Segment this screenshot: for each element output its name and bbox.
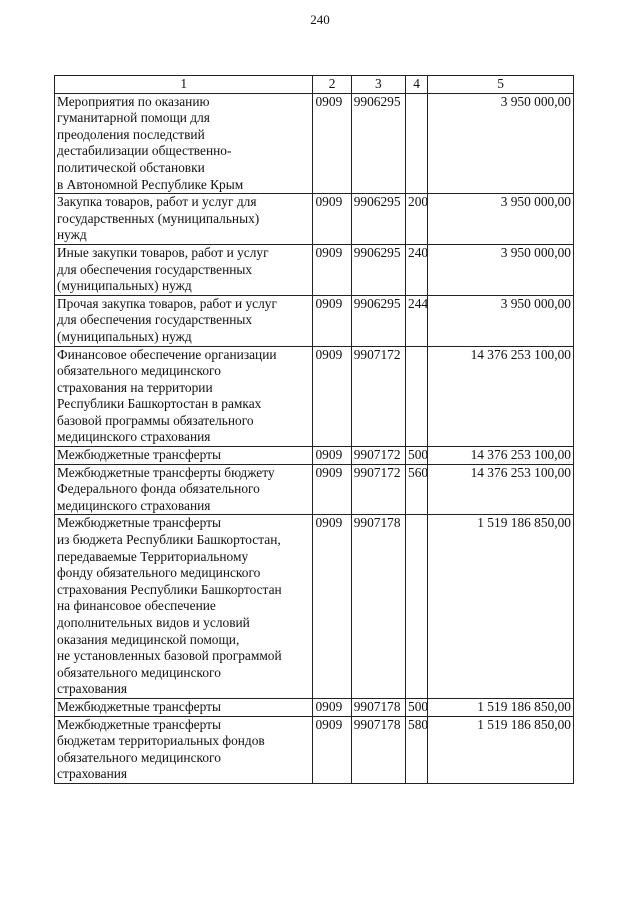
row-amount-cell: 1 519 186 850,00 — [428, 716, 574, 783]
row-name-cell: Межбюджетные трансферты из бюджета Республики Башкортостан, передаваемые Территориальному фонду обязательного медицинского страхования Республики Башкортостан на финансовое обеспечение дополнительных видов и условий оказания медицинской помощи, не установленных базовой программой обязательного медицинского страхования — [55, 515, 313, 699]
row-target-cell: 9907172 — [351, 447, 405, 465]
column-header-1: 1 — [55, 76, 313, 94]
row-section-cell: 0909 — [313, 93, 351, 194]
row-amount-cell: 3 950 000,00 — [428, 244, 574, 295]
row-expense-type-cell: 560 — [406, 464, 428, 515]
table-row — [55, 716, 574, 783]
row-amount-cell: 3 950 000,00 — [428, 295, 574, 346]
row-expense-type-cell — [406, 346, 428, 447]
column-header-4: 4 — [406, 76, 428, 94]
row-amount-cell: 3 950 000,00 — [428, 194, 574, 245]
column-header-2: 2 — [313, 76, 351, 94]
row-section-cell: 0909 — [313, 194, 351, 245]
row-name-cell: Закупка товаров, работ и услуг для государственных (муниципальных) нужд — [55, 194, 313, 245]
row-amount-cell: 3 950 000,00 — [428, 93, 574, 194]
row-target-cell: 9907178 — [351, 698, 405, 716]
table-row — [55, 244, 574, 295]
table-row — [55, 194, 574, 245]
budget-table-body — [55, 76, 574, 784]
row-expense-type-cell: 500 — [406, 698, 428, 716]
row-name-cell: Финансовое обеспечение организации обязательного медицинского страхования на территории Республики Башкортостан в рамках базовой программы обязательного медицинского страхования — [55, 346, 313, 447]
table-row — [55, 93, 574, 194]
column-header-3: 3 — [351, 76, 405, 94]
row-name-cell: Мероприятия по оказанию гуманитарной помощи для преодоления последствий дестабилизации общественно- политической обстановки в Автономной Республике Крым — [55, 93, 313, 194]
row-section-cell: 0909 — [313, 464, 351, 515]
row-section-cell: 0909 — [313, 295, 351, 346]
row-target-cell: 9907178 — [351, 515, 405, 699]
row-section-cell: 0909 — [313, 716, 351, 783]
row-section-cell: 0909 — [313, 447, 351, 465]
table-row — [55, 447, 574, 465]
row-name-cell: Прочая закупка товаров, работ и услуг для обеспечения государственных (муниципальных) нужд — [55, 295, 313, 346]
row-expense-type-cell — [406, 93, 428, 194]
table-row — [55, 698, 574, 716]
row-target-cell: 9907178 — [351, 716, 405, 783]
row-section-cell: 0909 — [313, 515, 351, 699]
row-target-cell: 9907172 — [351, 346, 405, 447]
row-name-cell: Межбюджетные трансферты бюджету Федерального фонда обязательного медицинского страхования — [55, 464, 313, 515]
row-name-cell: Иные закупки товаров, работ и услуг для обеспечения государственных (муниципальных) нужд — [55, 244, 313, 295]
row-expense-type-cell: 240 — [406, 244, 428, 295]
row-target-cell: 9907172 — [351, 464, 405, 515]
row-target-cell: 9906295 — [351, 295, 405, 346]
row-target-cell: 9906295 — [351, 93, 405, 194]
row-amount-cell: 14 376 253 100,00 — [428, 464, 574, 515]
row-amount-cell: 14 376 253 100,00 — [428, 447, 574, 465]
row-amount-cell: 1 519 186 850,00 — [428, 698, 574, 716]
row-target-cell: 9906295 — [351, 244, 405, 295]
page-number: 240 — [310, 12, 330, 27]
row-section-cell: 0909 — [313, 698, 351, 716]
table-row — [55, 515, 574, 699]
table-row — [55, 346, 574, 447]
row-expense-type-cell: 200 — [406, 194, 428, 245]
row-expense-type-cell: 580 — [406, 716, 428, 783]
row-name-cell: Межбюджетные трансферты бюджетам территориальных фондов обязательного медицинского страхования — [55, 716, 313, 783]
table-row — [55, 295, 574, 346]
row-target-cell: 9906295 — [351, 194, 405, 245]
row-expense-type-cell — [406, 515, 428, 699]
row-expense-type-cell: 244 — [406, 295, 428, 346]
row-amount-cell: 14 376 253 100,00 — [428, 346, 574, 447]
row-name-cell: Межбюджетные трансферты — [55, 698, 313, 716]
row-amount-cell: 1 519 186 850,00 — [428, 515, 574, 699]
column-header-5: 5 — [428, 76, 574, 94]
row-section-cell: 0909 — [313, 346, 351, 447]
row-expense-type-cell: 500 — [406, 447, 428, 465]
table-row — [55, 464, 574, 515]
column-number-row — [55, 76, 574, 94]
budget-table — [54, 75, 574, 784]
row-name-cell: Межбюджетные трансферты — [55, 447, 313, 465]
row-section-cell: 0909 — [313, 244, 351, 295]
